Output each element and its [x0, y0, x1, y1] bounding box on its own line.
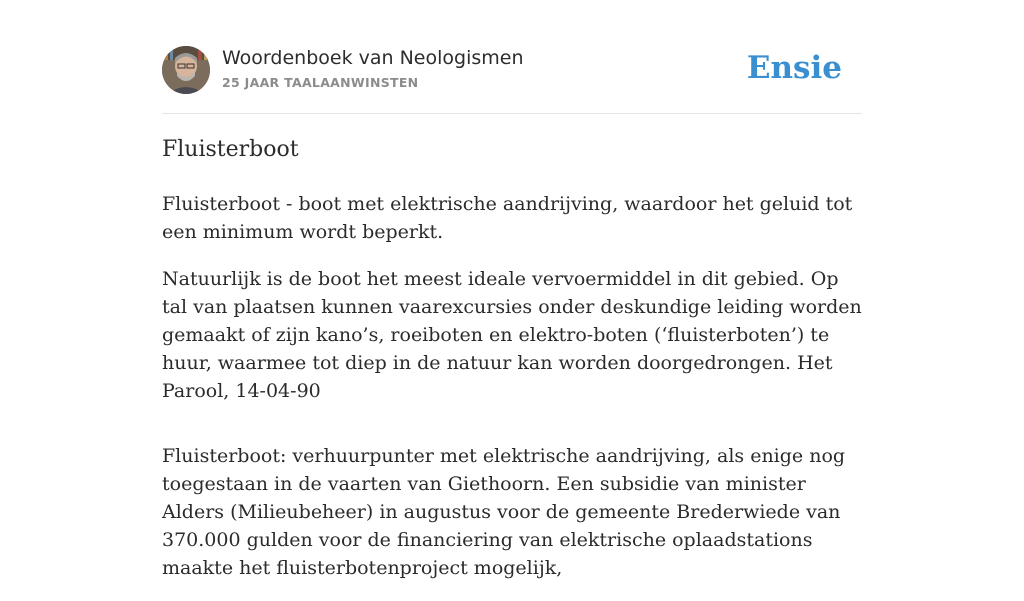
- entry-paragraph-definition: Fluisterboot - boot met elektrische aandrijving, waardoor het geluid tot een minimum wordt beperkt.: [162, 193, 853, 243]
- entry-paragraph-quote-2: Fluisterboot: verhuurpunter met elektrische aandrijving, als enige nog toegestaan in de vaarten van Giethoorn. Een subsidie van minister Alders (Milieubeheer) in augustus voor de gemeente Brederwiede van 370.000 gulden voor de financiering van elektrische oplaadstations maakte het fluisterbotenproject mogelijk,: [162, 445, 846, 579]
- entry-body: [162, 190, 862, 601]
- avatar-image: [162, 46, 210, 94]
- header: [162, 46, 862, 114]
- entry-paragraph-quote-1: Natuurlijk is de boot het meest ideale vervoermiddel in dit gebied. Op tal van plaatsen kunnen vaarexcursies onder deskundige leiding worden gemaakt of zijn kano’s, roeiboten en elektro-boten (‘fluisterboten’) te huur, waarmee tot diep in de natuur kan worden doorgedrongen. Het Parool, 14-04-90: [162, 268, 862, 402]
- ensie-logo-link[interactable]: Ensie: [746, 50, 842, 86]
- entry-title: Fluisterboot: [162, 137, 299, 162]
- author-portrait-icon[interactable]: [162, 46, 210, 94]
- site-subtitle: 25 JAAR TAALAANWINSTEN: [222, 75, 419, 90]
- site-title[interactable]: Woordenboek van Neologismen: [222, 47, 524, 69]
